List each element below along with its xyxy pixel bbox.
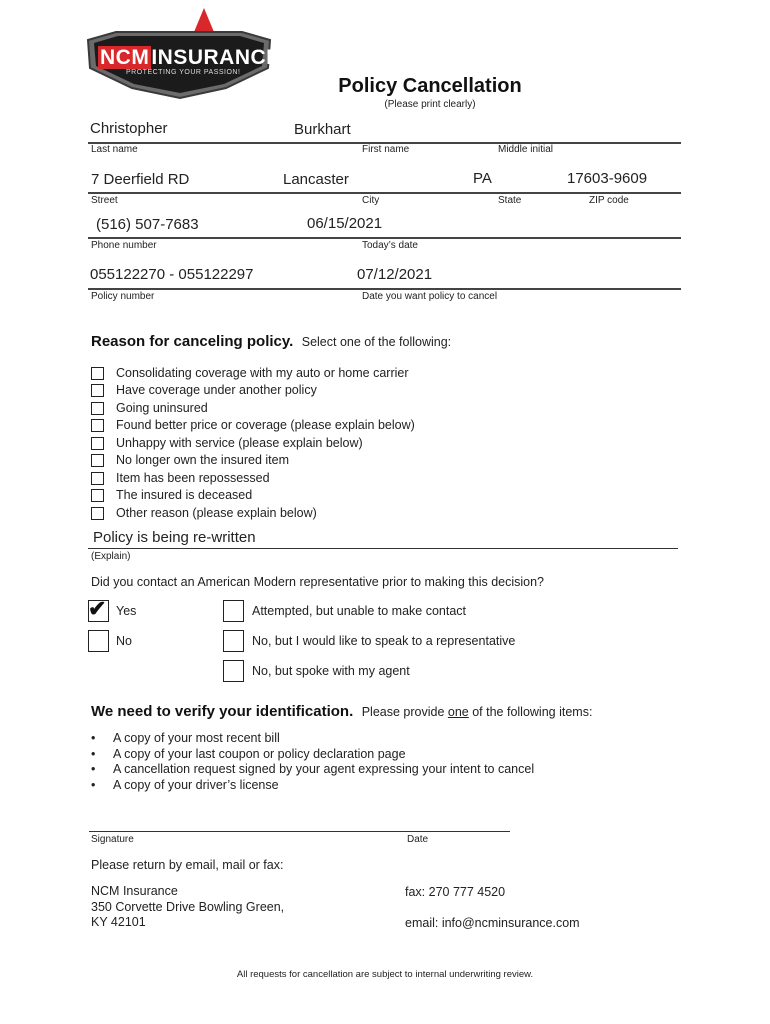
verify-list xyxy=(91,731,534,793)
signature-rule xyxy=(89,831,510,832)
cancel-date-value[interactable]: 07/12/2021 xyxy=(357,266,433,283)
zip-value[interactable]: 17603-9609 xyxy=(567,170,648,187)
first-name-value[interactable]: Burkhart xyxy=(294,121,351,138)
list-item-text: A copy of your last coupon or policy declaration page xyxy=(113,746,406,761)
attempted-label: Attempted, but unable to make contact xyxy=(252,604,467,618)
no-label: No xyxy=(116,634,132,648)
reason-checkbox[interactable] xyxy=(91,384,104,397)
cancel-date-label: Date you want policy to cancel xyxy=(362,291,498,302)
signature-date-label: Date xyxy=(407,834,429,845)
last-name-value[interactable]: Christopher xyxy=(90,120,168,137)
verify-heading-row xyxy=(91,703,592,721)
bullet-icon: • xyxy=(91,762,96,776)
state-value[interactable]: PA xyxy=(473,170,492,187)
state-label: State xyxy=(498,195,522,206)
policy-number-label: Policy number xyxy=(91,291,155,302)
logo-ncm-text: NCM xyxy=(100,46,150,69)
policy-number-value[interactable]: 055122270 - 055122297 xyxy=(90,266,254,283)
reason-checkbox[interactable] xyxy=(91,419,104,432)
signature-label: Signature xyxy=(91,834,134,845)
list-item xyxy=(91,762,534,778)
last-name-label: Last name xyxy=(91,144,138,155)
verify-instruction-pre: Please provide xyxy=(361,705,448,719)
logo-insurance-text: INSURANCE xyxy=(151,46,281,69)
field-rule xyxy=(88,288,681,290)
yes-label: Yes xyxy=(116,604,137,618)
address-line-2: 350 Corvette Drive Bowling Green, xyxy=(91,900,285,914)
speak-representative-checkbox[interactable] xyxy=(223,630,244,652)
field-rule xyxy=(88,237,681,239)
address-line-3: KY 42101 xyxy=(91,915,146,929)
email-address[interactable]: email: info@ncminsurance.com xyxy=(405,916,580,930)
reason-option-label: Have coverage under another policy xyxy=(116,383,317,397)
phone-label: Phone number xyxy=(91,240,157,251)
reason-option-label: The insured is deceased xyxy=(116,488,253,502)
street-value[interactable]: 7 Deerfield RD xyxy=(91,171,190,188)
reason-option-label: Consolidating coverage with my auto or home carrier xyxy=(116,366,409,380)
footer-note: All requests for cancellation are subject to internal underwriting review. xyxy=(236,969,534,980)
verify-instruction xyxy=(362,705,593,719)
reason-checkbox[interactable] xyxy=(91,367,104,380)
verify-heading: We need to verify your identification. xyxy=(91,703,354,720)
explanation-value[interactable]: Policy is being re-written xyxy=(93,529,256,546)
reason-checkbox[interactable] xyxy=(91,507,104,520)
reason-heading: Reason for canceling policy. xyxy=(91,333,294,350)
reason-checkbox[interactable] xyxy=(91,437,104,450)
zip-label: ZIP code xyxy=(589,195,629,206)
reason-option-label: No longer own the insured item xyxy=(116,453,290,467)
no-checkbox[interactable] xyxy=(88,630,109,652)
return-instruction: Please return by email, mail or fax: xyxy=(91,858,284,872)
list-item xyxy=(91,731,534,747)
reason-option-label: Going uninsured xyxy=(116,401,208,415)
phone-value[interactable]: (516) 507-7683 xyxy=(96,216,199,233)
check-mark-icon: ✔ xyxy=(88,596,107,621)
attempted-checkbox[interactable] xyxy=(223,600,244,622)
street-label: Street xyxy=(91,195,118,206)
page-title: Policy Cancellation xyxy=(338,75,522,97)
verify-instruction-post: of the following items: xyxy=(468,705,593,719)
spoke-agent-checkbox[interactable] xyxy=(223,660,244,682)
reason-checkbox[interactable] xyxy=(91,472,104,485)
reason-option-label: Found better price or coverage (please explain below) xyxy=(116,418,415,432)
bullet-icon: • xyxy=(91,746,96,761)
reason-heading-row xyxy=(91,333,451,351)
first-name-label: First name xyxy=(362,144,410,155)
address-line-1: NCM Insurance xyxy=(91,884,178,898)
reason-option-label: Unhappy with service (please explain below) xyxy=(116,436,363,450)
explain-label: (Explain) xyxy=(91,551,131,562)
city-label: City xyxy=(362,195,380,206)
reason-checkbox[interactable] xyxy=(91,402,104,415)
list-item xyxy=(91,778,534,794)
bullet-icon: • xyxy=(91,731,96,745)
list-item-text: A copy of your most recent bill xyxy=(113,731,280,745)
fax-number: fax: 270 777 4520 xyxy=(405,885,506,899)
logo-tagline: PROTECTING YOUR PASSION! xyxy=(126,69,241,76)
list-item xyxy=(91,747,534,763)
spoke-agent-label: No, but spoke with my agent xyxy=(252,664,410,678)
today-date-label: Today’s date xyxy=(362,240,418,251)
bullet-icon: • xyxy=(91,777,96,792)
speak-representative-label: No, but I would like to speak to a representative xyxy=(252,634,516,648)
contact-question: Did you contact an American Modern representative prior to making this decision? xyxy=(91,575,545,589)
page-subtitle: (Please print clearly) xyxy=(384,99,476,110)
today-date-value[interactable]: 06/15/2021 xyxy=(307,215,383,232)
reason-option-label: Other reason (please explain below) xyxy=(116,506,317,520)
reason-instruction: Select one of the following: xyxy=(301,335,452,349)
field-rule xyxy=(88,192,681,194)
reason-option-label: Item has been repossessed xyxy=(116,471,270,485)
list-item-text: A cancellation request signed by your agent expressing your intent to cancel xyxy=(113,762,535,776)
reason-checkbox[interactable] xyxy=(91,489,104,502)
middle-initial-label: Middle initial xyxy=(498,144,554,155)
explanation-rule xyxy=(88,548,678,549)
reason-checkbox[interactable] xyxy=(91,454,104,467)
verify-instruction-one: one xyxy=(447,705,469,719)
ncm-logo xyxy=(86,8,281,100)
city-value[interactable]: Lancaster xyxy=(283,171,349,188)
list-item-text: A copy of your driver’s license xyxy=(113,777,279,792)
